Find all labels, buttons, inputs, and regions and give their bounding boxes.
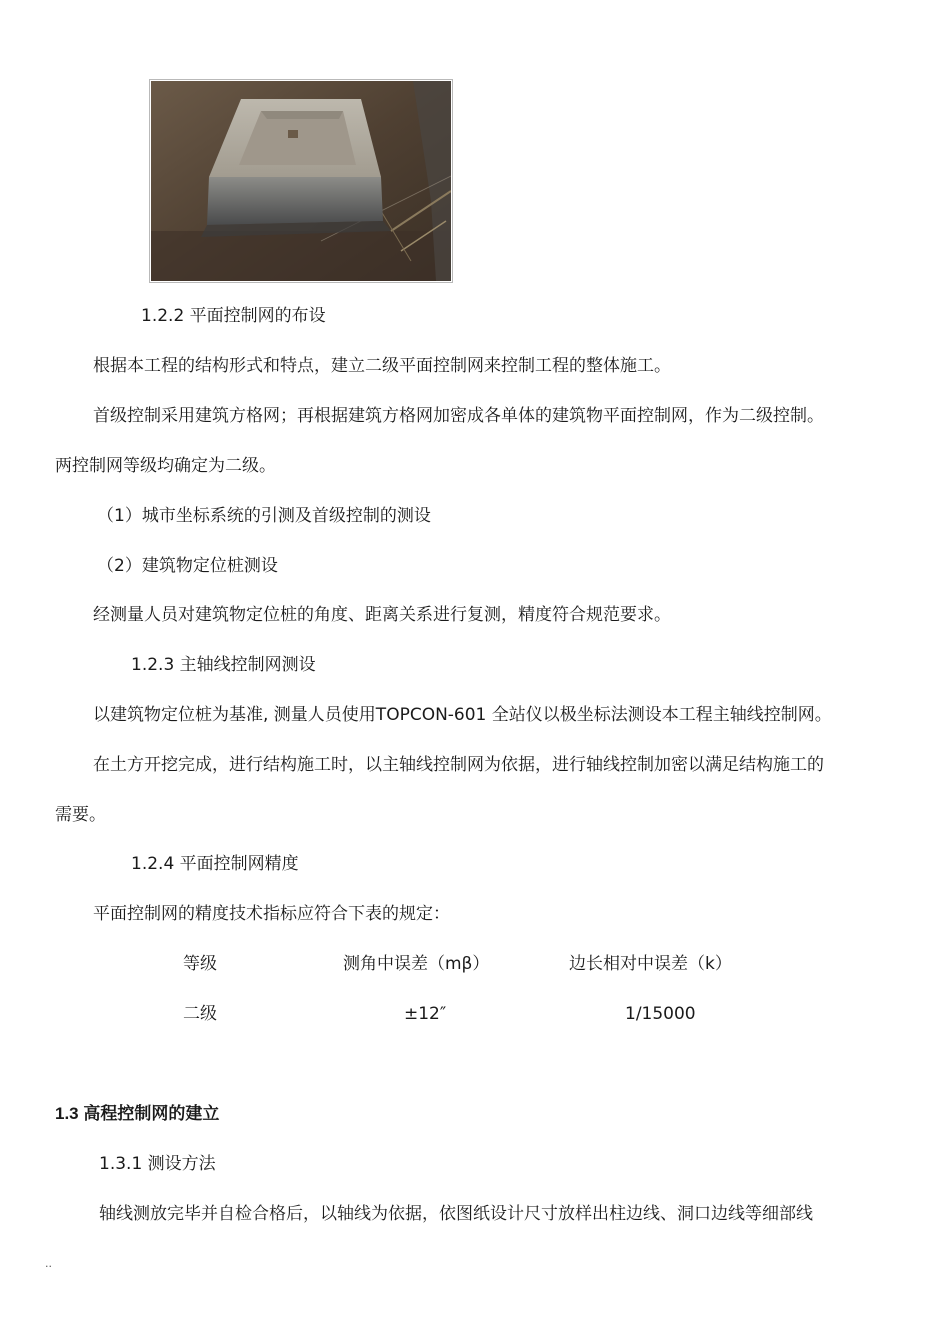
section-heading-1-2-2: 1.2.2 平面控制网的布设 xyxy=(141,306,326,326)
table-header-cell: 边长相对中误差（k） xyxy=(569,954,732,974)
section-heading-1-2-3: 1.2.3 主轴线控制网测设 xyxy=(131,655,316,675)
footer-mark: .. xyxy=(45,1257,52,1270)
paragraph-line: 需要。 xyxy=(55,805,106,825)
section-heading-1-2-4: 1.2.4 平面控制网精度 xyxy=(131,854,299,874)
table-cell: 1/15000 xyxy=(625,1004,696,1024)
table-header-cell: 等级 xyxy=(183,954,217,974)
section-heading-1-3-1: 1.3.1 测设方法 xyxy=(99,1154,216,1174)
paragraph: 轴线测放完毕并自检合格后，以轴线为依据，依图纸设计尺寸放样出柱边线、洞口边线等细部线 xyxy=(99,1204,813,1224)
paragraph: 经测量人员对建筑物定位桩的角度、距离关系进行复测，精度符合规范要求。 xyxy=(93,605,671,625)
table-cell: 二级 xyxy=(183,1004,217,1024)
table-cell: ±12″ xyxy=(404,1004,447,1024)
table-header-cell: 测角中误差（mβ） xyxy=(343,954,490,974)
paragraph: 以建筑物定位桩为基准, 测量人员使用TOPCON-601 全站仪以极坐标法测设本工程主轴线控制网。 xyxy=(93,705,832,725)
paragraph: 根据本工程的结构形式和特点，建立二级平面控制网来控制工程的整体施工。 xyxy=(93,356,671,376)
paragraph-line: 两控制网等级均确定为二级。 xyxy=(55,456,276,476)
paragraph: 平面控制网的精度技术指标应符合下表的规定： xyxy=(93,904,450,924)
list-item: （2）建筑物定位桩测设 xyxy=(97,556,278,576)
list-item: （1）城市坐标系统的引测及首级控制的测设 xyxy=(97,506,431,526)
paragraph-line: 在土方开挖完成，进行结构施工时，以主轴线控制网为依据，进行轴线控制加密以满足结构施工的 xyxy=(93,755,824,775)
survey-monument-photo xyxy=(149,79,453,283)
paragraph-line: 首级控制采用建筑方格网；再根据建筑方格网加密成各单体的建筑物平面控制网，作为二级控制。 xyxy=(93,406,824,426)
section-heading-1-3: 1.3 高程控制网的建立 xyxy=(55,1104,220,1123)
